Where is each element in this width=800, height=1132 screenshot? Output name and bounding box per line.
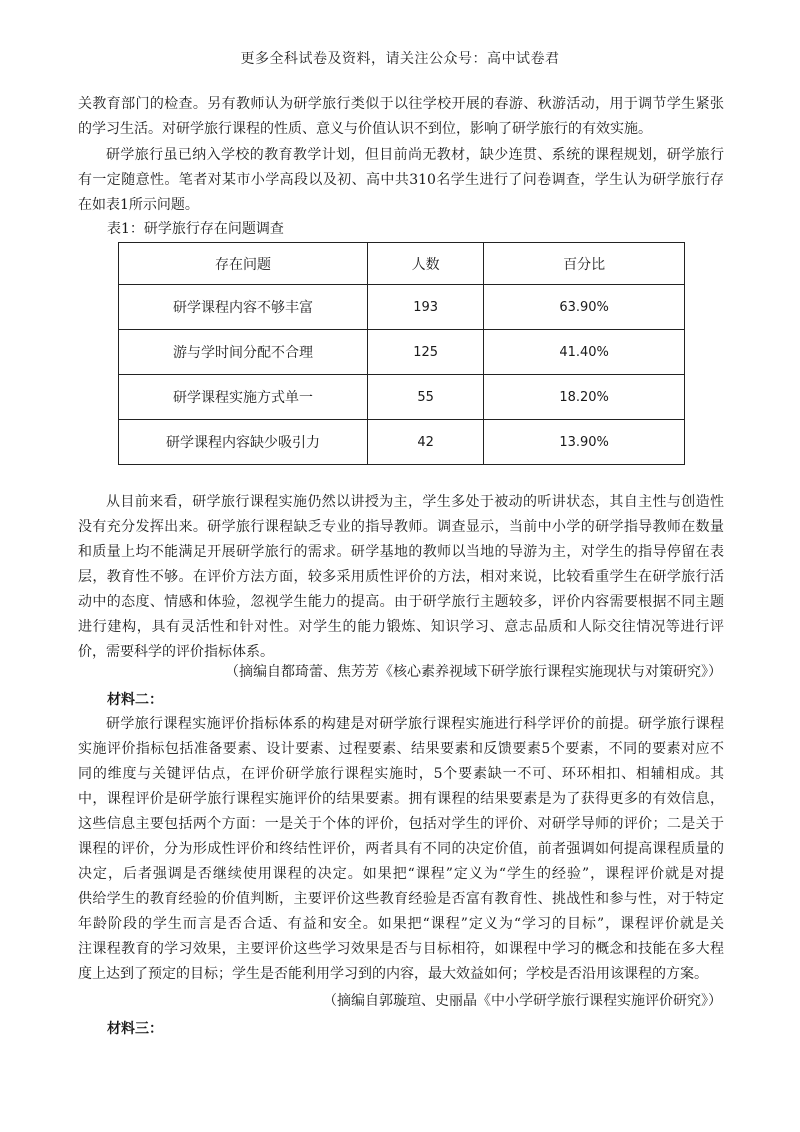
text-line: 注课程教育的学习效果，主要评价这些学习效果是否与目标相符，如课程中学习的概念和技能在多大程 — [78, 941, 724, 957]
material-two-heading: 材料二： — [107, 692, 163, 708]
text-line: 价，需要科学的评价指标体系。 — [78, 644, 274, 660]
column-header: 存在问题 — [119, 243, 368, 285]
table-cell-problem: 研学课程内容缺少吸引力 — [119, 420, 368, 465]
text-line: 没有充分发挥出来。研学旅行课程缺乏专业的指导教师。调查显示，当前中小学的研学指导教师在数量 — [78, 519, 724, 535]
paragraph-analysis — [78, 490, 724, 665]
text-line: 同的维度与关键评估点，在评价研学旅行课程实施时，5个要素缺一不可、环环相扣、相辅相成。其 — [78, 766, 724, 782]
table-cell-percent: 18.20% — [484, 375, 685, 420]
text-line: 课程的评价，分为形成性评价和终结性评价，两者具有不同的决定价值，前者强调如何提高课程质量的 — [78, 841, 724, 857]
table-cell-percent: 63.90% — [484, 285, 685, 330]
text-line: 实施评价指标包括准备要素、设计要素、过程要素、结果要素和反馈要素5个要素，不同的要素对应不 — [78, 741, 724, 757]
table-caption: 表1：研学旅行存在问题调查 — [107, 221, 284, 237]
text-line: 关教育部门的检查。另有教师认为研学旅行类似于以往学校开展的春游、秋游活动，用于调节学生紧张 — [78, 96, 724, 112]
text-line: 度上达到了预定的目标；学生是否能利用学习到的内容，最大效益如何；学校是否沿用该课程的方案。 — [78, 966, 708, 982]
source-citation-2: （摘编自郭璇瑄、史丽晶《中小学研学旅行课程实施评价研究》） — [323, 993, 722, 1009]
text-line: 研学旅行课程实施评价指标体系的构建是对研学旅行课程实施进行科学评价的前提。研学旅行课程 — [106, 716, 724, 732]
text-line: 年龄阶段的学生而言是否合适、有益和安全。如果把“课程”定义为“学习的目标”，课程评价就是关 — [78, 916, 724, 932]
text-line: 的学习生活。对研学旅行课程的性质、意义与价值认识不到位，影响了研学旅行的有效实施。 — [78, 121, 652, 137]
table-cell-percent: 41.40% — [484, 330, 685, 375]
table-cell-count: 125 — [368, 330, 484, 375]
table-cell-percent: 13.90% — [484, 420, 685, 465]
text-line: 进行建构，具有灵活性和针对性。对学生的能力锻炼、知识学习、意志品质和人际交往情况等进行评 — [78, 619, 724, 635]
text-line: 层，教育性不够。在评价方法方面，较多采用质性评价的方法，相对来说，比较看重学生在研学旅行活 — [78, 569, 724, 585]
text-line: 有一定随意性。笔者对某市小学高段以及初、高中共310名学生进行了问卷调查，学生认为研学旅行存 — [78, 172, 724, 188]
table-cell-problem: 研学课程内容不够丰富 — [119, 285, 368, 330]
text-line: 决定，后者强调是否继续使用课程的决定。如果把“课程”定义为“学生的经验”，课程评价就是对提 — [78, 866, 724, 882]
text-line: 在如表1所示问题。 — [78, 197, 199, 213]
paragraph-survey-intro — [78, 143, 724, 218]
table-row — [119, 375, 685, 420]
text-line: 和质量上均不能满足开展研学旅行的需求。研学基地的教师以当地的导游为主，对学生的指导停留在表 — [78, 544, 724, 560]
table-row — [119, 285, 685, 330]
column-header: 百分比 — [484, 243, 685, 285]
table-header-row — [119, 243, 685, 285]
table-cell-problem: 研学课程实施方式单一 — [119, 375, 368, 420]
table-row — [119, 330, 685, 375]
text-line: 动中的态度、情感和体验，忽视学生能力的提高。由于研学旅行主题较多，评价内容需要根据不同主题 — [78, 594, 724, 610]
text-line: 这些信息主要包括两个方面：一是关于个体的评价，包括对学生的评价、对研学导师的评价；二是关于 — [78, 816, 724, 832]
page-header: 更多全科试卷及资料，请关注公众号：高中试卷君 — [240, 51, 560, 67]
paragraph-material-two — [78, 712, 724, 987]
survey-table — [118, 242, 685, 465]
material-three-heading: 材料三： — [107, 1021, 163, 1037]
text-line: 中，课程评价是研学旅行课程实施评价的结果要素。拥有课程的结果要素是为了获得更多的有效信息， — [78, 791, 724, 807]
text-line: 研学旅行虽已纳入学校的教育教学计划，但目前尚无教材，缺少连贯、系统的课程规划，研学旅行 — [106, 147, 724, 163]
table-cell-count: 55 — [368, 375, 484, 420]
table-cell-problem: 游与学时间分配不合理 — [119, 330, 368, 375]
paragraph-intro — [78, 92, 724, 142]
column-header: 人数 — [368, 243, 484, 285]
source-citation-1: （摘编自都琦蕾、焦芳芳《核心素养视域下研学旅行课程实施现状与对策研究》） — [225, 664, 722, 680]
table-cell-count: 42 — [368, 420, 484, 465]
table-row — [119, 420, 685, 465]
text-line: 从目前来看，研学旅行课程实施仍然以讲授为主，学生多处于被动的听讲状态，其自主性与创造性 — [106, 494, 724, 510]
table-cell-count: 193 — [368, 285, 484, 330]
text-line: 供给学生的教育经验的价值判断，主要评价这些教育经验是否富有教育性、挑战性和参与性，对于特定 — [78, 891, 724, 907]
